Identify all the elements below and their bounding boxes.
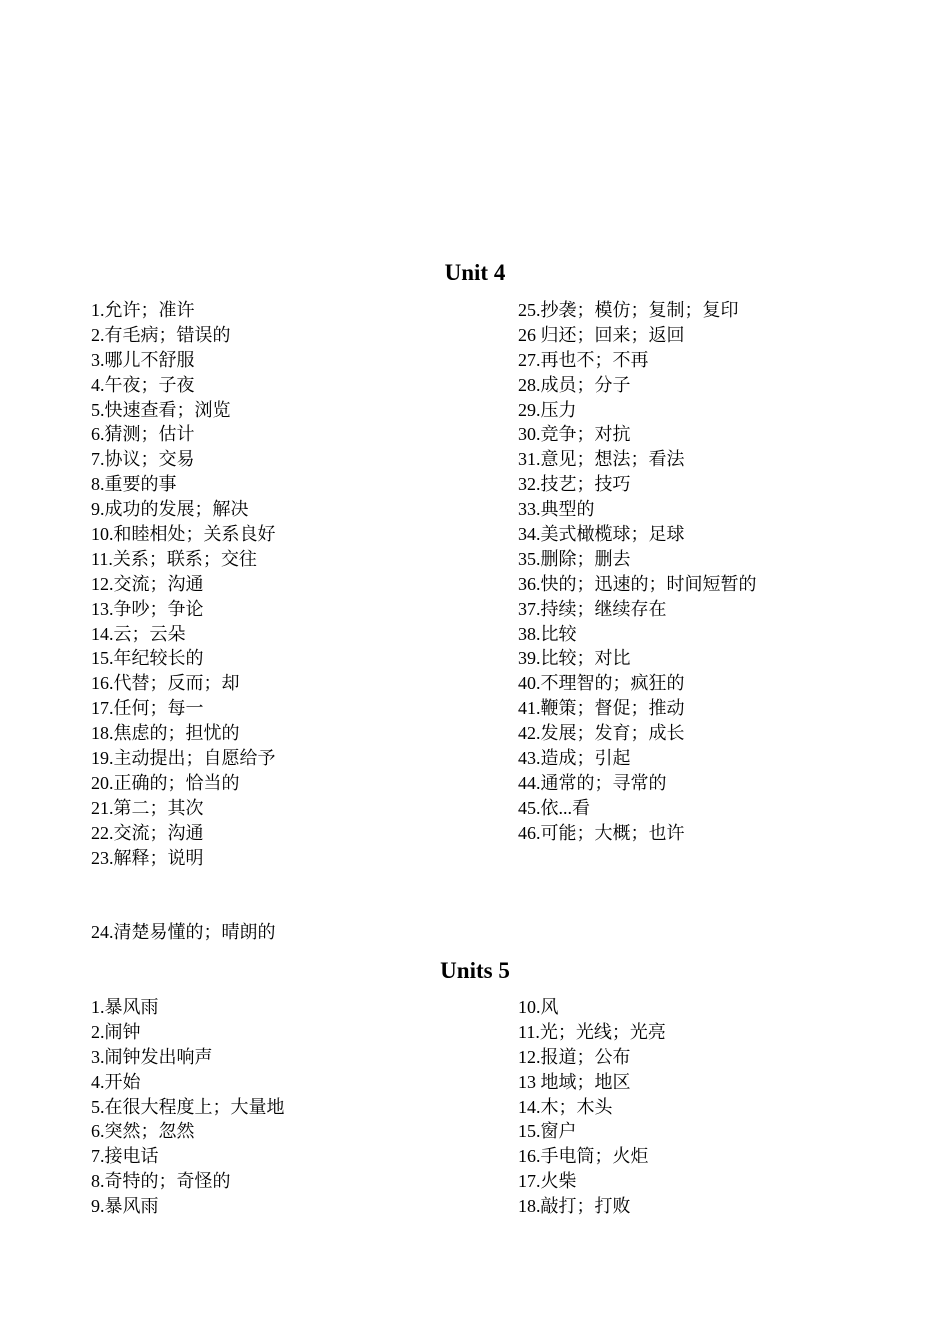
list-item: 15.窗户 — [518, 1121, 577, 1142]
list-item: 27.再也不；不再 — [518, 349, 649, 370]
list-item: 12.交流；沟通 — [91, 573, 204, 594]
list-item: 43.造成；引起 — [518, 748, 631, 769]
list-item: 30.竞争；对抗 — [518, 424, 631, 445]
list-item: 11.光；光线；光亮 — [518, 1021, 666, 1042]
list-item: 22.交流；沟通 — [91, 822, 204, 843]
list-item: 6.猜测；估计 — [91, 424, 195, 445]
list-item: 5.在很大程度上；大量地 — [91, 1096, 285, 1117]
list-item: 36.快的；迅速的；时间短暂的 — [518, 573, 757, 594]
list-item: 42.发展；发育；成长 — [518, 723, 685, 744]
list-item: 9.暴风雨 — [91, 1196, 159, 1217]
list-item: 3.闹钟发出响声 — [91, 1046, 213, 1067]
list-item: 10.风 — [518, 997, 559, 1017]
list-item: 2.有毛病；错误的 — [91, 324, 231, 345]
list-item: 13 地域；地区 — [518, 1071, 631, 1092]
list-item: 4.午夜；子夜 — [91, 374, 195, 395]
unit5-right-column — [518, 995, 666, 1219]
list-item: 38.比较 — [518, 623, 577, 644]
list-item: 14.云；云朵 — [91, 623, 186, 644]
list-item: 6.突然；忽然 — [91, 1121, 195, 1142]
list-item: 11.关系；联系；交往 — [91, 548, 257, 569]
list-item: 46.可能；大概；也许 — [518, 822, 685, 843]
list-item: 37.持续；继续存在 — [518, 598, 667, 619]
unit4-left-column — [91, 298, 276, 870]
list-item: 23.解释；说明 — [91, 847, 204, 868]
list-item: 34.美式橄榄球；足球 — [518, 524, 685, 545]
list-item: 16.手电筒；火炬 — [518, 1146, 649, 1167]
list-item: 7.协议；交易 — [91, 449, 195, 470]
list-item: 35.删除；删去 — [518, 548, 631, 569]
list-item: 40.不理智的；疯狂的 — [518, 673, 685, 694]
list-item: 41.鞭策；督促；推动 — [518, 698, 685, 719]
list-item: 15.年纪较长的 — [91, 648, 204, 669]
list-item: 20.正确的；恰当的 — [91, 772, 240, 793]
list-item: 17.任何；每一 — [91, 698, 204, 719]
unit5-left-column — [91, 995, 285, 1219]
list-item: 1.允许；准许 — [91, 300, 195, 320]
list-item: 32.技艺；技巧 — [518, 474, 631, 495]
list-item: 33.典型的 — [518, 499, 595, 520]
list-item: 31.意见；想法；看法 — [518, 449, 685, 470]
list-item: 14.木；木头 — [518, 1096, 613, 1117]
list-item: 25.抄袭；模仿；复制；复印 — [518, 300, 739, 320]
unit4-title: Unit 4 — [444, 260, 506, 285]
list-item: 12.报道；公布 — [518, 1046, 631, 1067]
list-item: 17.火柴 — [518, 1171, 577, 1192]
unit4-extra-item: 24.清楚易懂的；晴朗的 — [91, 922, 276, 942]
list-item: 44.通常的；寻常的 — [518, 772, 667, 793]
list-item: 10.和睦相处；关系良好 — [91, 524, 276, 545]
unit5-title: Units 5 — [440, 958, 510, 983]
list-item: 5.快速查看；浏览 — [91, 399, 231, 420]
list-item: 16.代替；反而；却 — [91, 673, 240, 694]
list-item: 2.闹钟 — [91, 1021, 141, 1042]
unit4-right-column — [518, 298, 757, 846]
list-item: 29.压力 — [518, 399, 577, 420]
list-item: 26 归还；回来；返回 — [518, 324, 685, 345]
list-item: 7.接电话 — [91, 1146, 159, 1167]
list-item: 28.成员；分子 — [518, 374, 631, 395]
list-item: 4.开始 — [91, 1071, 141, 1092]
list-item: 39.比较；对比 — [518, 648, 631, 669]
list-item: 3.哪儿不舒服 — [91, 349, 195, 370]
list-item: 13.争吵；争论 — [91, 598, 204, 619]
list-item: 21.第二；其次 — [91, 797, 204, 818]
list-item: 45.依...看 — [518, 797, 590, 818]
list-item: 18.焦虑的；担忧的 — [91, 723, 240, 744]
list-item: 9.成功的发展；解决 — [91, 499, 249, 520]
list-item: 8.重要的事 — [91, 474, 177, 495]
list-item: 18.敲打；打败 — [518, 1196, 631, 1217]
list-item: 8.奇特的；奇怪的 — [91, 1171, 231, 1192]
list-item: 1.暴风雨 — [91, 997, 159, 1017]
list-item: 19.主动提出；自愿给予 — [91, 748, 276, 769]
